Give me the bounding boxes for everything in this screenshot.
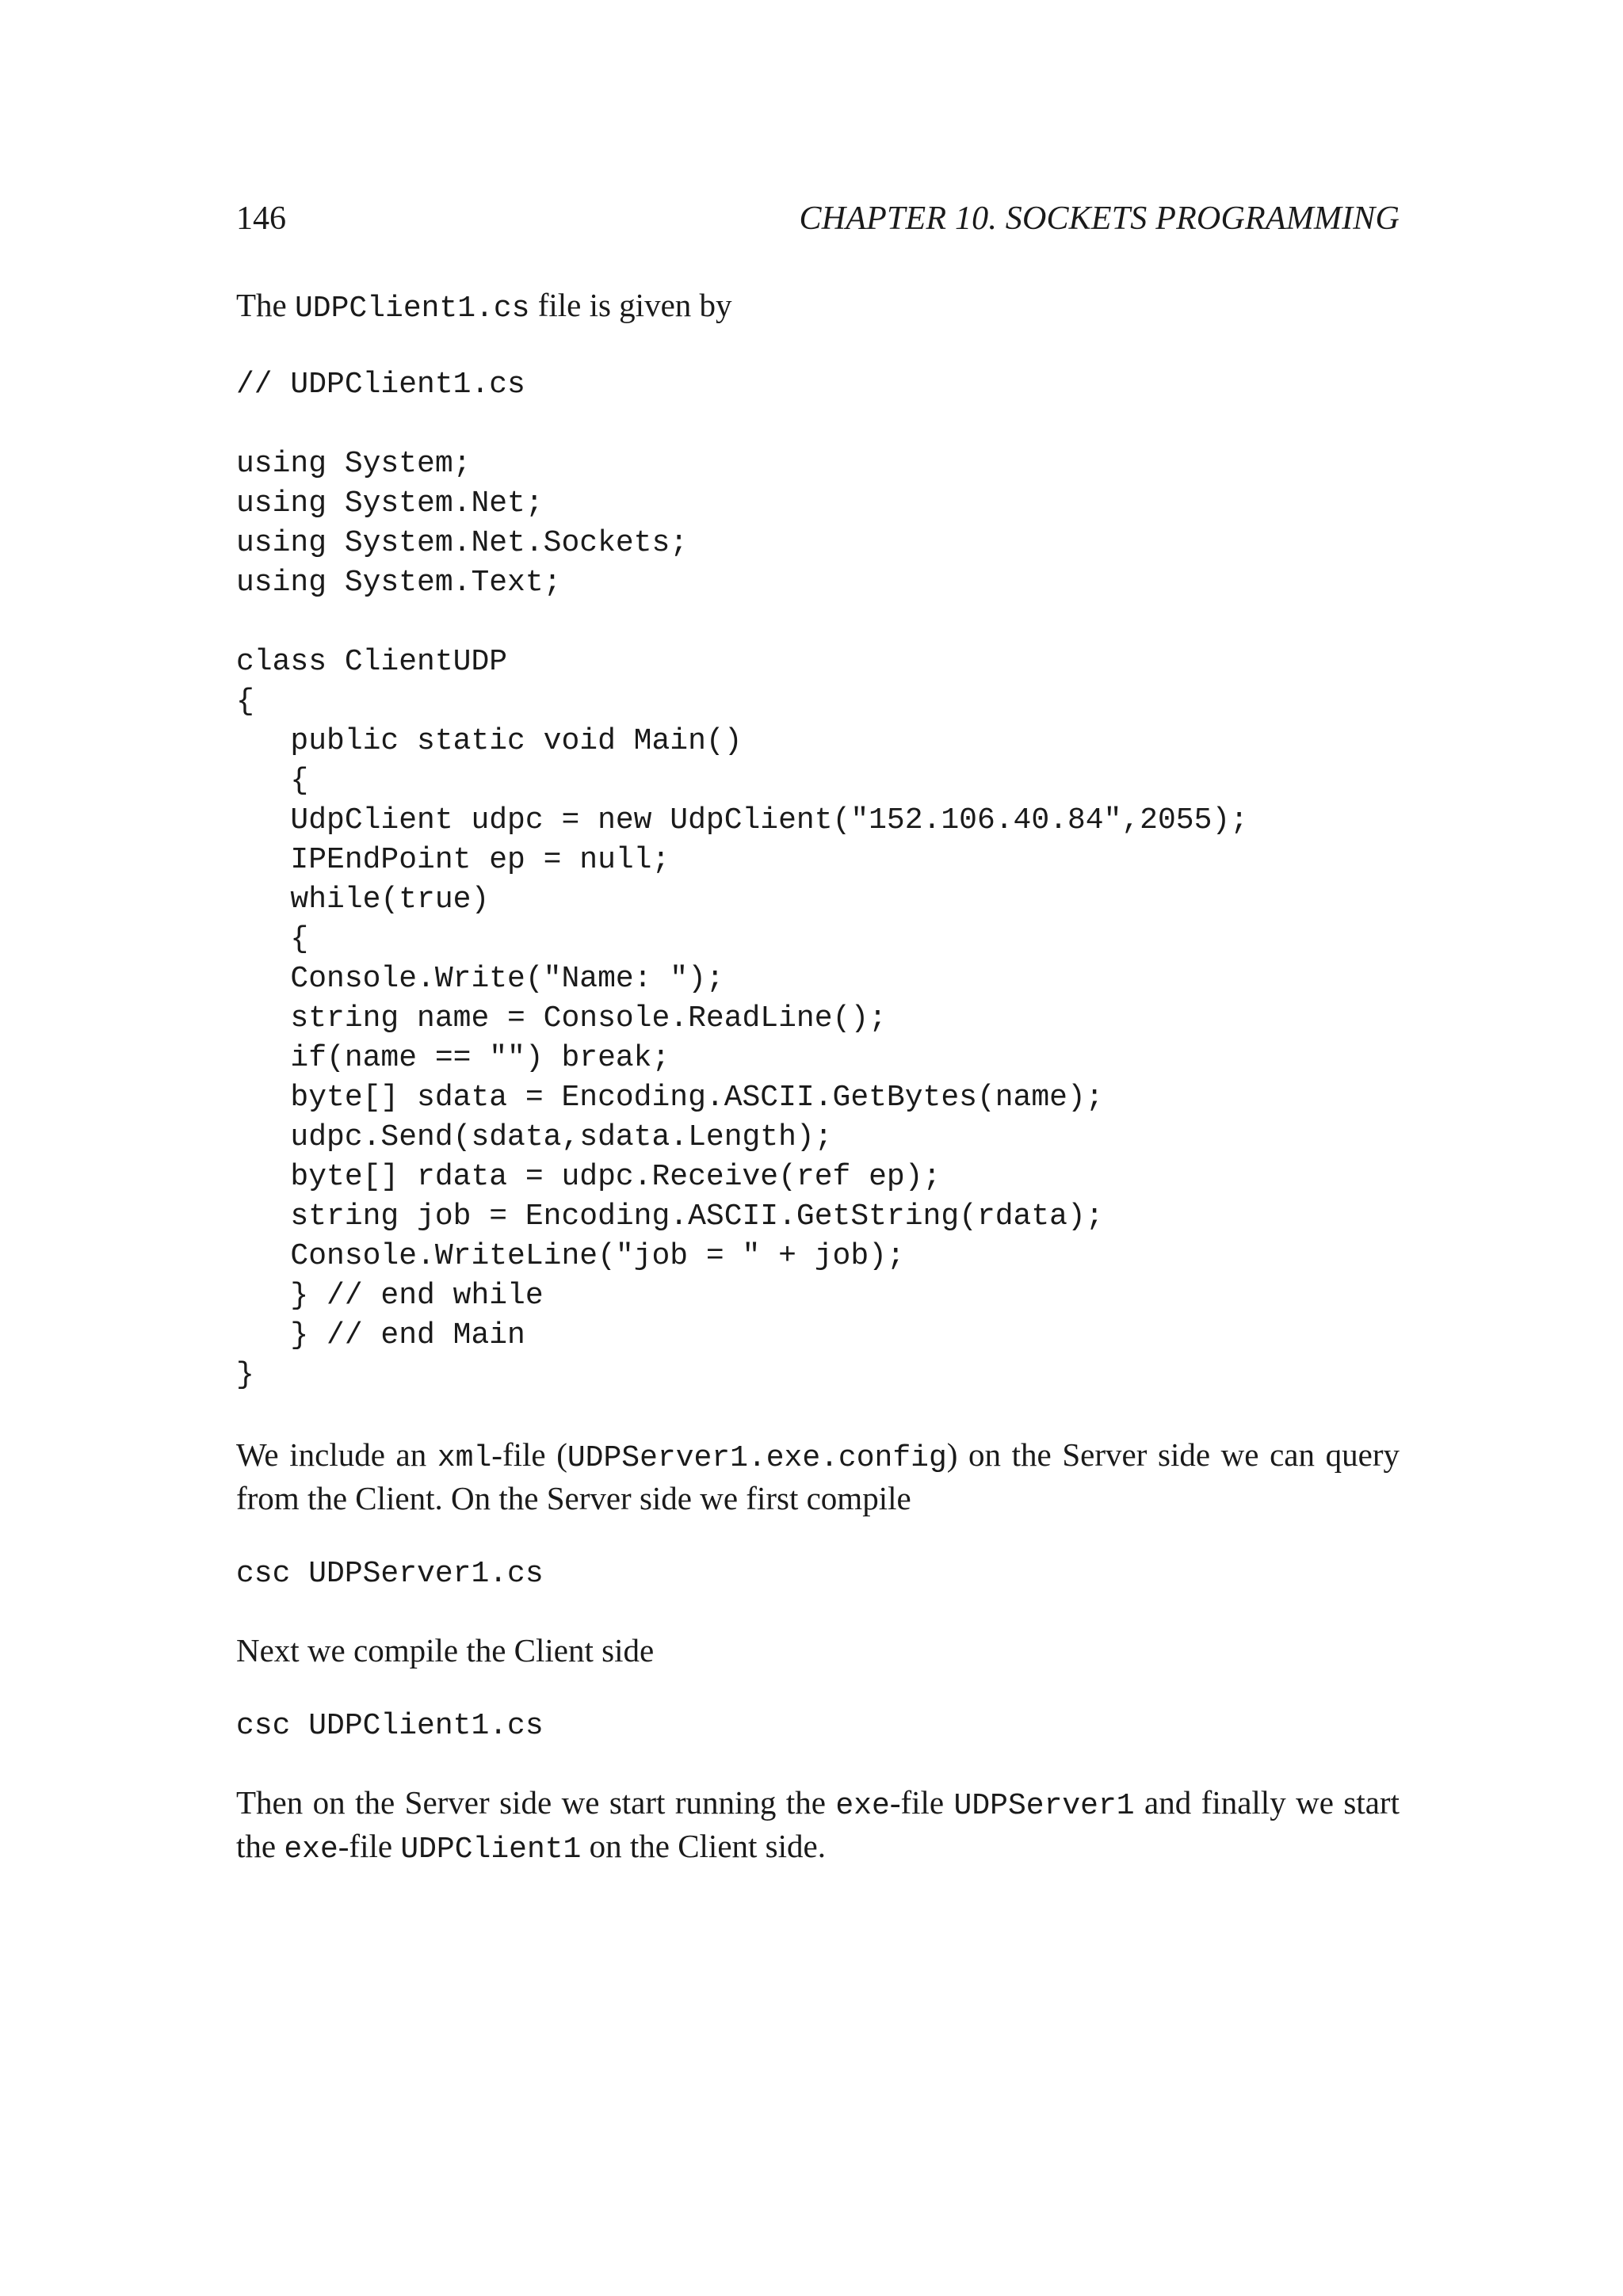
xml-paragraph (236, 1435, 1400, 1518)
code-line: string name = Console.ReadLine(); (236, 1001, 887, 1035)
code-line: using System.Net.Sockets; (236, 526, 689, 560)
server-compile-command: csc UDPServer1.cs (236, 1557, 544, 1591)
running-head: CHAPTER 10. SOCKETS PROGRAMMING (799, 200, 1400, 237)
code-line: class ClientUDP (236, 645, 508, 679)
code-line: using System.Text; (236, 566, 562, 600)
run-paragraph (236, 1783, 1400, 1870)
xml-paragraph-text: ) on the Server side we can query from the Client. On the Server side we first compile (236, 1436, 1400, 1516)
code-line: public static void Main() (236, 724, 743, 758)
code-line: { (236, 685, 254, 719)
code-line: } // end Main (236, 1318, 525, 1352)
code-listing (236, 365, 1400, 1395)
code-line: byte[] sdata = Encoding.ASCII.GetBytes(name); (236, 1081, 1104, 1115)
code-line: string job = Encoding.ASCII.GetString(rdata); (236, 1199, 1104, 1234)
run-paragraph-code: exe (284, 1833, 338, 1867)
xml-paragraph-code: xml (437, 1441, 492, 1475)
code-line: if(name == "") break; (236, 1041, 670, 1075)
code-line: Console.Write("Name: "); (236, 962, 724, 996)
intro-text-after: file is given by (529, 287, 732, 323)
run-paragraph-code: UDPClient1 (400, 1833, 582, 1867)
next-paragraph: Next we compile the Client side (236, 1632, 655, 1669)
code-line: udpc.Send(sdata,sdata.Length); (236, 1120, 833, 1154)
run-paragraph-text: Then on the Server side we start running the (236, 1784, 836, 1821)
code-line: UdpClient udpc = new UdpClient("152.106.40.84",2055); (236, 803, 1249, 837)
run-paragraph-code: UDPServer1 (953, 1789, 1135, 1823)
code-line: Console.WriteLine("job = " + job); (236, 1239, 905, 1273)
spacer (236, 1746, 1400, 1783)
run-paragraph-text: and finally we start the (236, 1784, 1400, 1864)
xml-paragraph-text: -file ( (491, 1436, 567, 1473)
run-paragraph-code: exe (835, 1789, 890, 1823)
page-number: 146 (236, 200, 286, 237)
code-line: } // end while (236, 1279, 544, 1313)
spacer (236, 1395, 1400, 1435)
intro-text-before: The (236, 287, 295, 323)
run-paragraph-text: -file (338, 1828, 401, 1864)
code-line: } (236, 1358, 254, 1392)
client-compile-command: csc UDPClient1.cs (236, 1709, 544, 1743)
code-line: // UDPClient1.cs (236, 368, 525, 402)
code-line: using System; (236, 447, 472, 481)
run-paragraph-text: -file (889, 1784, 954, 1821)
xml-paragraph-code: UDPServer1.exe.config (567, 1441, 947, 1475)
page-header (236, 195, 1400, 242)
spacer (236, 329, 1400, 365)
spacer (236, 1594, 1400, 1630)
code-line (236, 603, 1400, 643)
page-content (236, 285, 1400, 1870)
spacer (236, 1518, 1400, 1554)
code-line: while(true) (236, 883, 490, 917)
code-line: IPEndPoint ep = null; (236, 843, 670, 877)
code-line: { (236, 764, 309, 798)
code-line: { (236, 922, 309, 956)
code-line: byte[] rdata = udpc.Receive(ref ep); (236, 1160, 941, 1194)
intro-paragraph (236, 285, 1400, 329)
spacer (236, 1670, 1400, 1707)
run-paragraph-text: on the Client side. (581, 1828, 826, 1864)
xml-paragraph-text: We include an (236, 1436, 437, 1473)
code-line: using System.Net; (236, 486, 544, 521)
code-line (236, 405, 1400, 444)
intro-filename: UDPClient1.cs (295, 292, 530, 326)
